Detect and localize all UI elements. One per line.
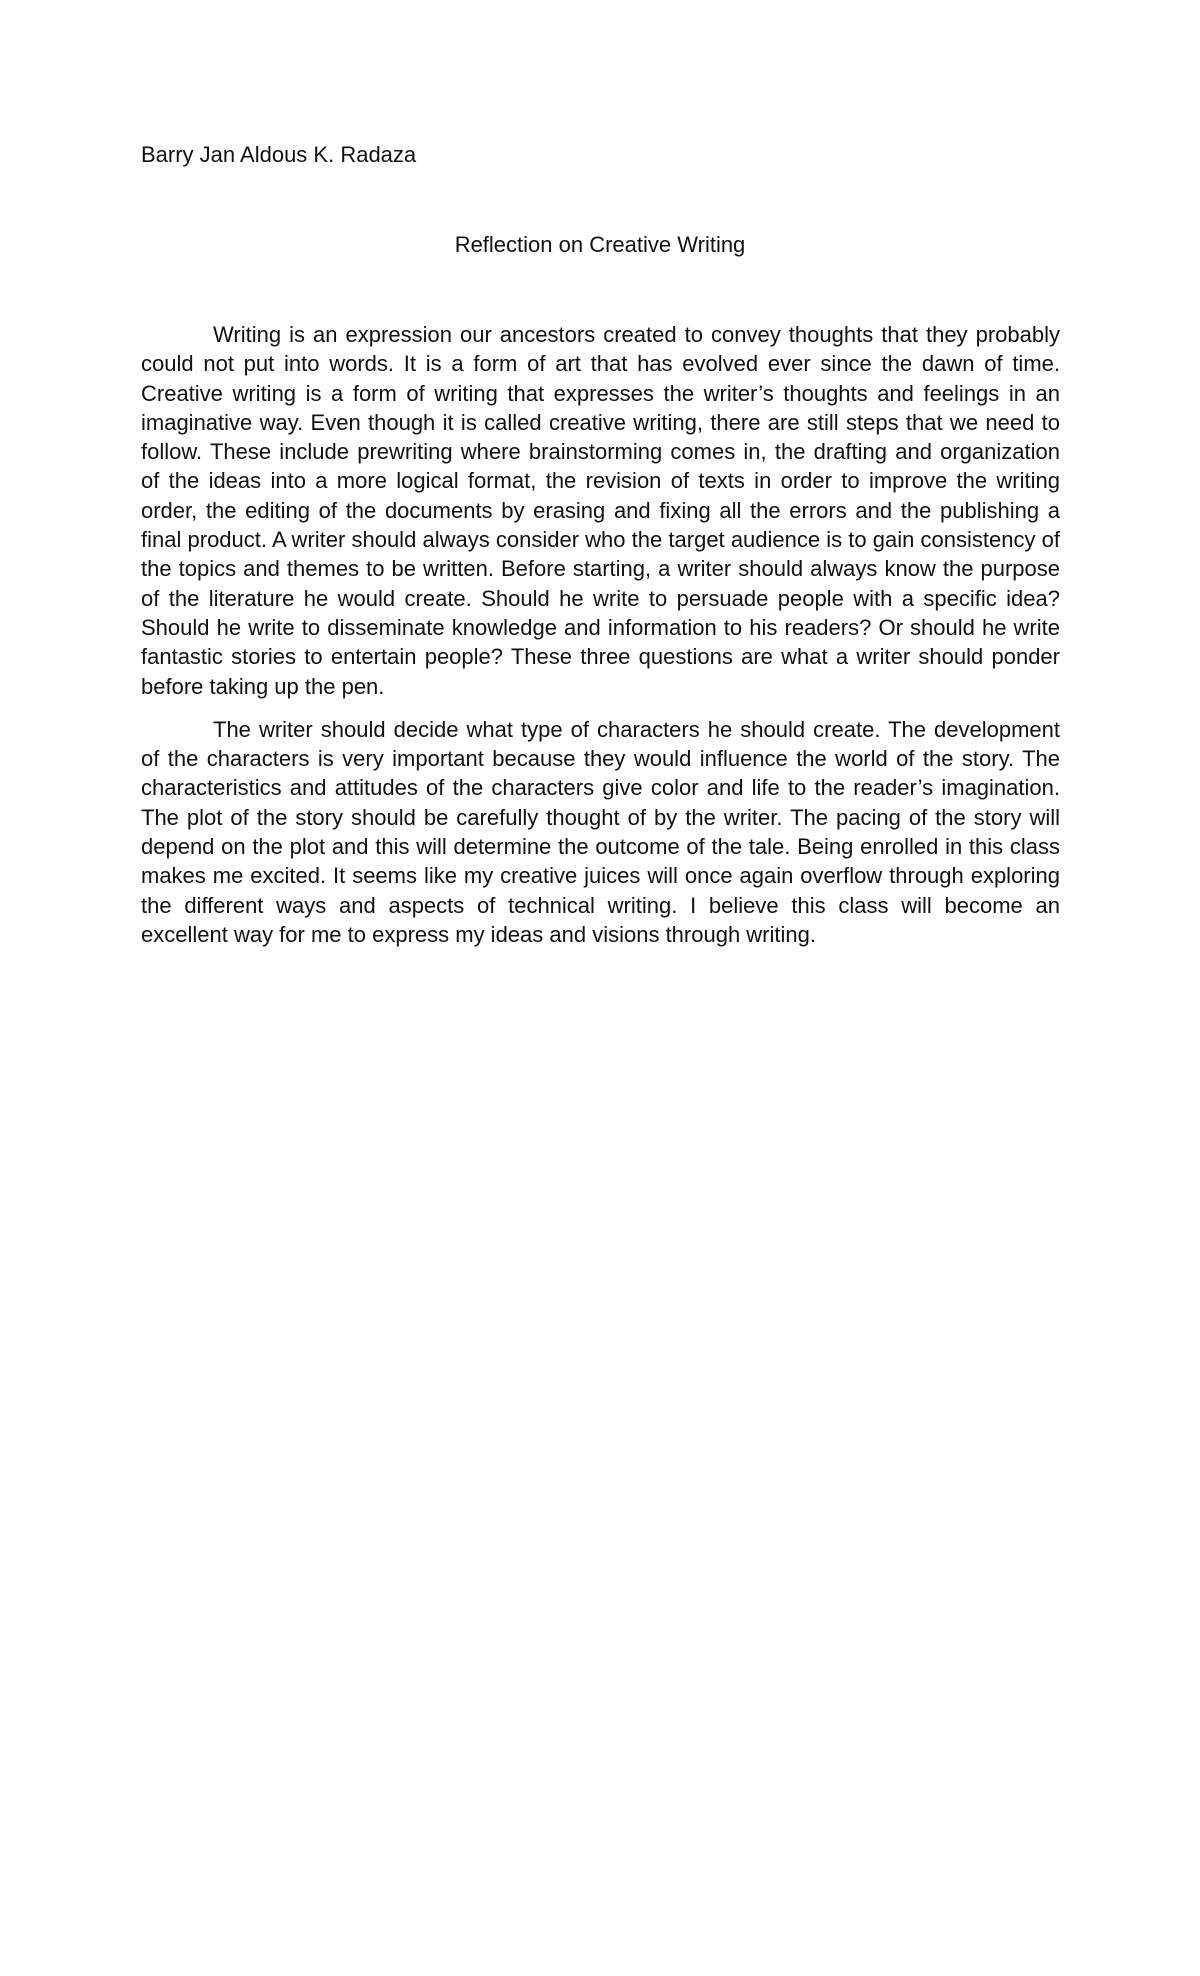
paragraph-1: Writing is an expression our ancestors created to convey thoughts that they probably could not put into words. It is a form of art that has evolved ever since the dawn of time. Creative writing is a form of writing that expresses the writer’s thoughts and feelings in an imaginative way. Even though it is called creative writing, there are still steps that we need to follow. These include prewriting where brainstorming comes in, the drafting and organization of the ideas into a more logical format, the revision of texts in order to improve the writing order, the editing of the documents by erasing and fixing all the errors and the publishing a final product. A writer should always consider who the target audience is to gain consistency of the topics and themes to be written. Before starting, a writer should always know the purpose of the literature he would create. Should he write to persuade people with a specific idea? Should he write to disseminate knowledge and information to his readers? Or should he write fantastic stories to entertain people? These three questions are what a writer should ponder before taking up the pen. bbox=[141, 322, 1060, 699]
paragraph-2: The writer should decide what type of characters he should create. The development of the characters is very important because they would influence the world of the story. The characteristics and attitudes of the characters give color and life to the reader’s imagination. The plot of the story should be carefully thought of by the writer. The pacing of the story will depend on the plot and this will determine the outcome of the tale. Being enrolled in this class makes me excited. It seems like my creative juices will once again overflow through exploring the different ways and aspects of technical writing. I believe this class will become an excellent way for me to express my ideas and visions through writing. bbox=[141, 716, 1060, 947]
document-title: Reflection on Creative Writing bbox=[454, 232, 746, 257]
document-body bbox=[141, 320, 1060, 963]
author-name: Barry Jan Aldous K. Radaza bbox=[141, 142, 417, 167]
